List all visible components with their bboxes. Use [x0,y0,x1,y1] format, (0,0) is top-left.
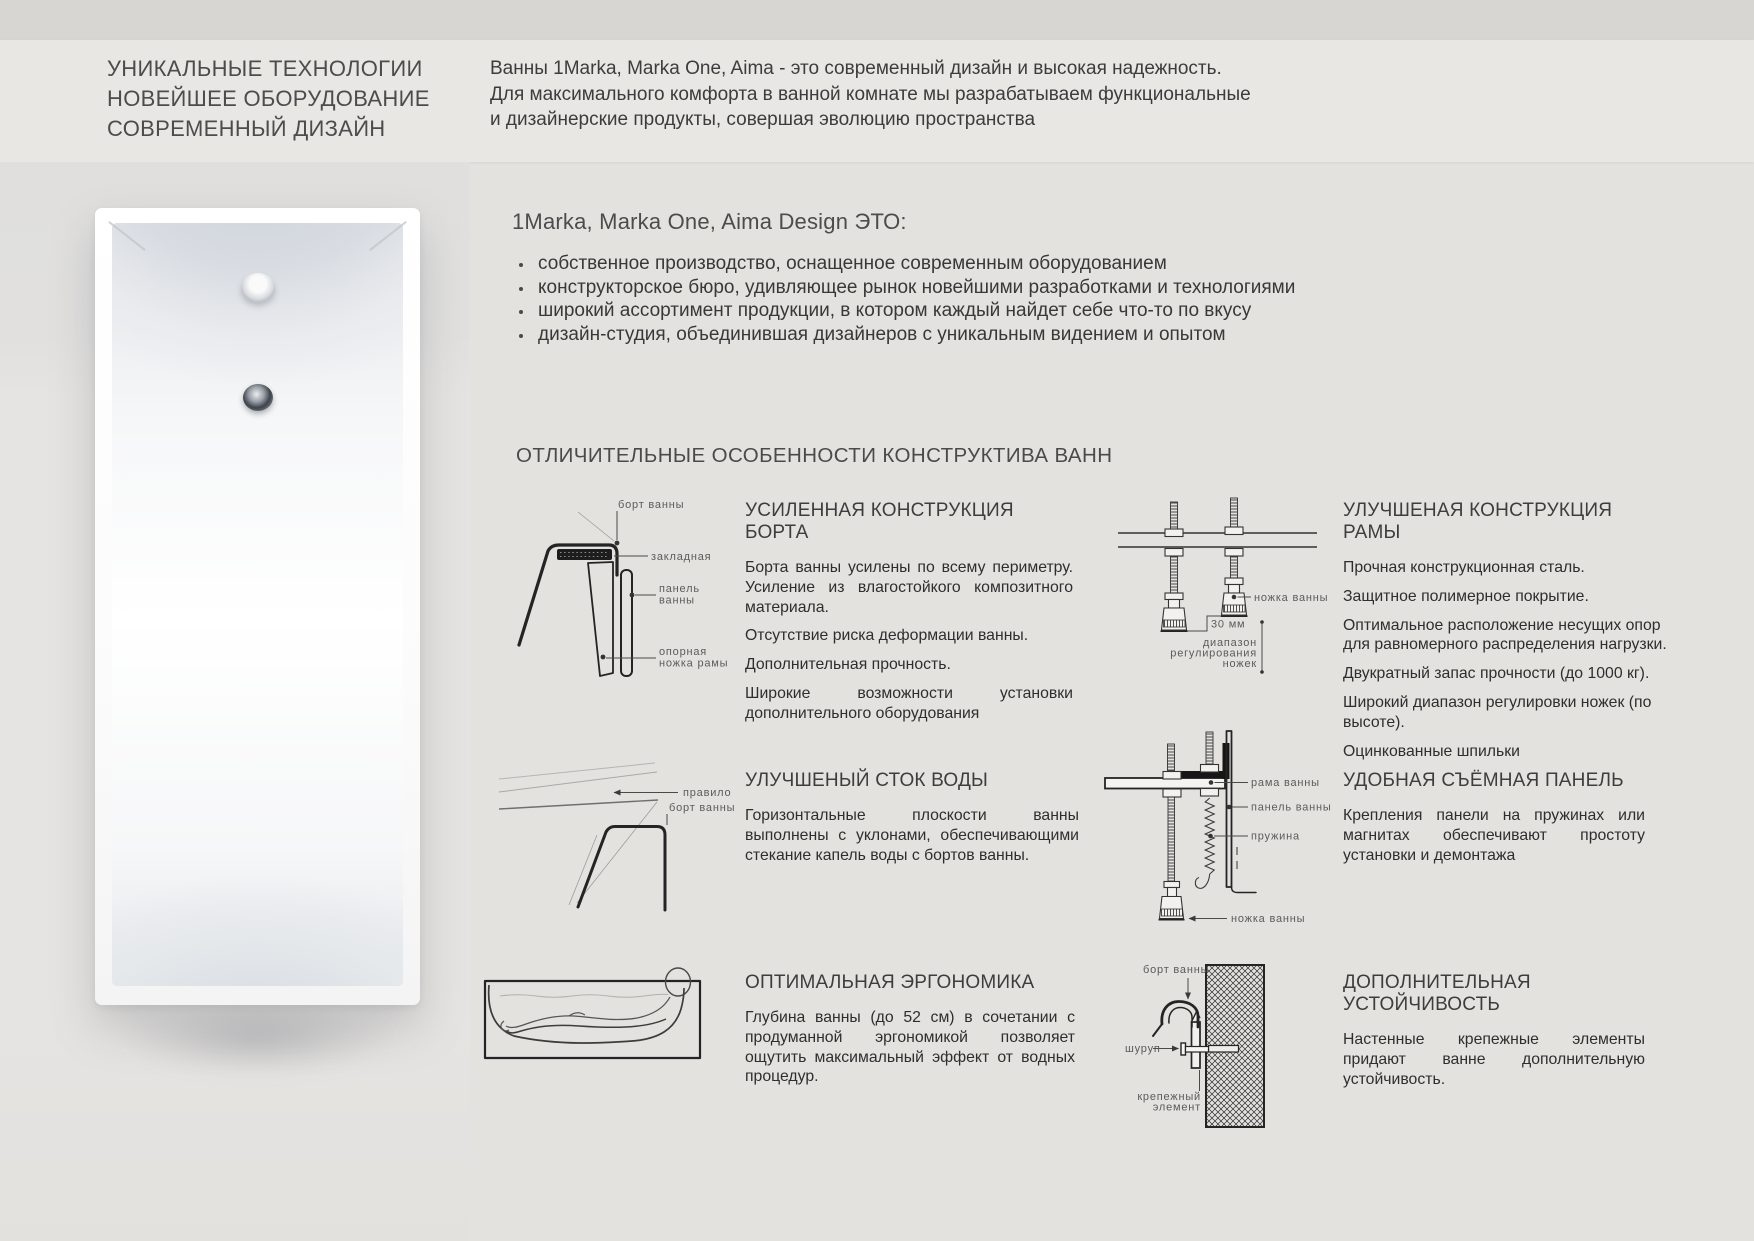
feature-title: ДОПОЛНИТЕЛЬНАЯ УСТОЙЧИВОСТЬ [1343,972,1531,1015]
foot-grip [1162,909,1183,916]
foot-neck [1229,585,1240,594]
removable-panel-diagram [1088,730,1338,955]
pointer-line [578,512,614,541]
feature-title: УДОБНАЯ СЪЁМНАЯ ПАНЕЛЬ [1343,770,1624,791]
screw-shaft [1186,1047,1209,1053]
tub-wall-line [1153,1024,1162,1036]
threaded-stud [1231,556,1238,578]
support-leg-plate [588,562,613,676]
panel-bottom-edge [1232,887,1257,893]
feature-paragraph: Оцинкованные шпильки [1343,742,1520,760]
bathtub-photo [0,162,470,1241]
header-slogan [107,54,430,144]
threaded-stud [1171,502,1178,529]
top-strip [0,0,1754,40]
apron-panel [621,570,632,676]
feature-stability [1343,972,1645,1098]
nut [1163,789,1181,797]
slogan-line-3: СОВРЕМЕННЫЙ ДИЗАЙН [107,116,386,141]
feature-paragraph: Настенные крепежные элементы придают ванне дополнительную устойчивость. [1343,1031,1645,1088]
overflow-hole [241,273,275,302]
feature-paragraph: Борта ванны усилены по всему периметру. Усиление из влагостойкого композитного материала. [745,559,1073,616]
straightedge-edge [499,800,658,809]
label-frame: рама ванны [1251,777,1320,789]
person-lower-outline [507,1019,666,1033]
tub-side-section [485,981,700,1058]
threaded-stud [1171,556,1178,594]
label-insert: закладная [651,551,712,563]
label-range: диапазон регулирования ножек [1170,637,1257,670]
label-rim: борт ванны [669,802,736,814]
nut [1163,772,1181,780]
leader-dot [1227,805,1232,810]
lock-nut [1225,578,1243,585]
foot-grip [1224,605,1246,612]
label-rim: борт ванны [1143,964,1210,976]
person-upper-outline [506,997,670,1027]
feature-paragraph: Дополнительная прочность. [745,656,951,674]
about-bullet-1: • собственное производство, оснащенное современным оборудованием [534,252,1295,276]
perspective-line [577,802,657,903]
straightedge-line [499,763,655,779]
feature-paragraph: Отсутствие риска деформации ванны. [745,627,1029,645]
label-foot: ножка ванны [1254,592,1329,604]
ergonomics-diagram [474,959,724,1114]
leader-dot [1232,595,1237,600]
foot-neck [1168,888,1177,897]
leader-dot [615,541,620,546]
tub-rim-section [578,827,665,911]
water-line [500,994,668,997]
about-bullet-4: • дизайн-студия, объединившая дизайнеров с уникальным видением и опытом [534,323,1295,347]
person-feet [501,1021,509,1031]
feature-title: УЛУЧШЕНАЯ КОНСТРУКЦИЯ РАМЫ [1343,500,1613,543]
nut [1201,765,1219,773]
spring-hook [1195,874,1209,888]
about-bullets [512,252,1295,346]
nut [1165,549,1183,557]
feature-frame-construction [1343,500,1673,770]
label-support-leg: опорная ножка рамы [659,646,729,670]
feature-title: ОПТИМАЛЬНАЯ ЭРГОНОМИКА [745,972,1035,993]
feature-paragraph: Глубина ванны (до 52 см) в сочетании с продуманной эргономикой позволяет ощутить максимальный эффект от водных процедур. [745,1009,1075,1086]
feature-paragraph: Крепления панели на пружинах или магнитах обеспечивают простоту установки и демонтажа [1343,807,1645,864]
intro-line-2: Для максимального комфорта в ванной комнате мы разрабатываем функциональные [490,83,1251,105]
drain-hole [243,384,273,411]
foot-grip [1164,620,1186,627]
about-title: 1Marka, Marka One, Aima Design ЭТО: [512,209,907,234]
bathtub-interior [112,223,403,986]
tub-interior-curve [489,985,684,1043]
feature-ergonomics [745,972,1075,1096]
straightedge-line [499,772,657,792]
threaded-stud [1206,732,1213,764]
label-bracket: крепежный элемент [1137,1091,1201,1114]
label-spring: пружина [1251,830,1300,843]
slogan-line-2: НОВЕЙШЕЕ ОБОРУДОВАНИЕ [107,86,430,111]
about-bullet-2: • конструкторское бюро, удивляющее рынок новейшими разработками и технологиями [534,276,1295,300]
feature-paragraph: Широкий диапазон регулировки ножек (по высоте). [1343,693,1652,731]
label-rule: правило [683,787,732,799]
threaded-stud [1168,744,1175,771]
about-bullet-3: • широкий ассортимент продукции, в котором каждый найдет себе что-то по вкусу [534,299,1295,323]
feature-rim-construction [745,500,1073,733]
lock-nut [1165,593,1183,600]
label-panel: панель ванны [659,583,700,607]
lock-nut [1164,882,1180,888]
foot-neck [1169,600,1180,609]
threaded-stud [1231,498,1238,527]
feature-paragraph: Двукратный запас прочности (до 1000 кг). [1343,665,1650,683]
mounting-bracket [1192,1022,1201,1068]
feature-paragraph: Оптимальное расположение несущих опор для равномерного распределения нагрузки. [1343,616,1667,654]
leader-dot [601,655,606,660]
nut [1201,789,1219,797]
label-screw: шуруп [1125,1043,1161,1055]
nut [1225,527,1243,535]
feature-water-drain [745,770,1079,874]
water-drain-diagram [497,755,737,930]
label-gap: 30 мм [1211,618,1246,631]
feature-removable-panel [1343,770,1645,874]
feature-paragraph: Защитное полимерное покрытие. [1343,587,1589,605]
leader-dot [630,593,635,598]
range-end [1260,670,1264,674]
intro-line-1: Ванны 1Marka, Marka One, Aima - это современный дизайн и высокая надежность. [490,58,1222,79]
stability-diagram [1122,950,1272,1175]
tub-rim-hook-inner [1169,1008,1192,1028]
section-title: ОТЛИЧИТЕЛЬНЫЕ ОСОБЕННОСТИ КОНСТРУКТИВА ВАНН [516,444,1113,467]
range-end [1260,620,1264,624]
nut [1225,549,1243,557]
leader-dot [1209,780,1214,785]
frame-construction-diagram [1100,490,1335,695]
frame-rail [1105,778,1225,789]
wall-anchor [1209,1046,1239,1053]
slogan-line-1: УНИКАЛЬНЫЕ ТЕХНОЛОГИИ [107,56,423,81]
nut [1165,529,1183,537]
feature-title: УСИЛЕННАЯ КОНСТРУКЦИЯ БОРТА [745,500,1014,543]
label-rim: борт ванны [618,499,685,511]
label-foot: ножка ванны [1231,913,1306,925]
screw-head [1181,1043,1186,1055]
feature-paragraph: Широкие возможности установки дополнительного оборудования [745,684,1073,722]
bathtub [95,208,420,1005]
intro-line-3: и дизайнерские продукты, совершая эволюцию пространства [490,109,1036,130]
rim-construction-diagram [515,483,740,718]
feature-paragraph: Горизонтальные плоскости ванны выполнены с уклонами, обеспечивающими стекание капель воды с бортов ванны. [745,807,1079,864]
leader-dot [1208,834,1213,839]
composite-insert [557,549,612,560]
header-intro [490,56,1251,133]
bathtub-foot-end [112,856,403,986]
label-panel: панель ванны [1251,801,1332,814]
feature-paragraph: Прочная конструкционная сталь. [1343,559,1585,576]
feature-title: УЛУЧШЕНЫЙ СТОК ВОДЫ [745,770,989,791]
threaded-stud [1168,797,1175,882]
